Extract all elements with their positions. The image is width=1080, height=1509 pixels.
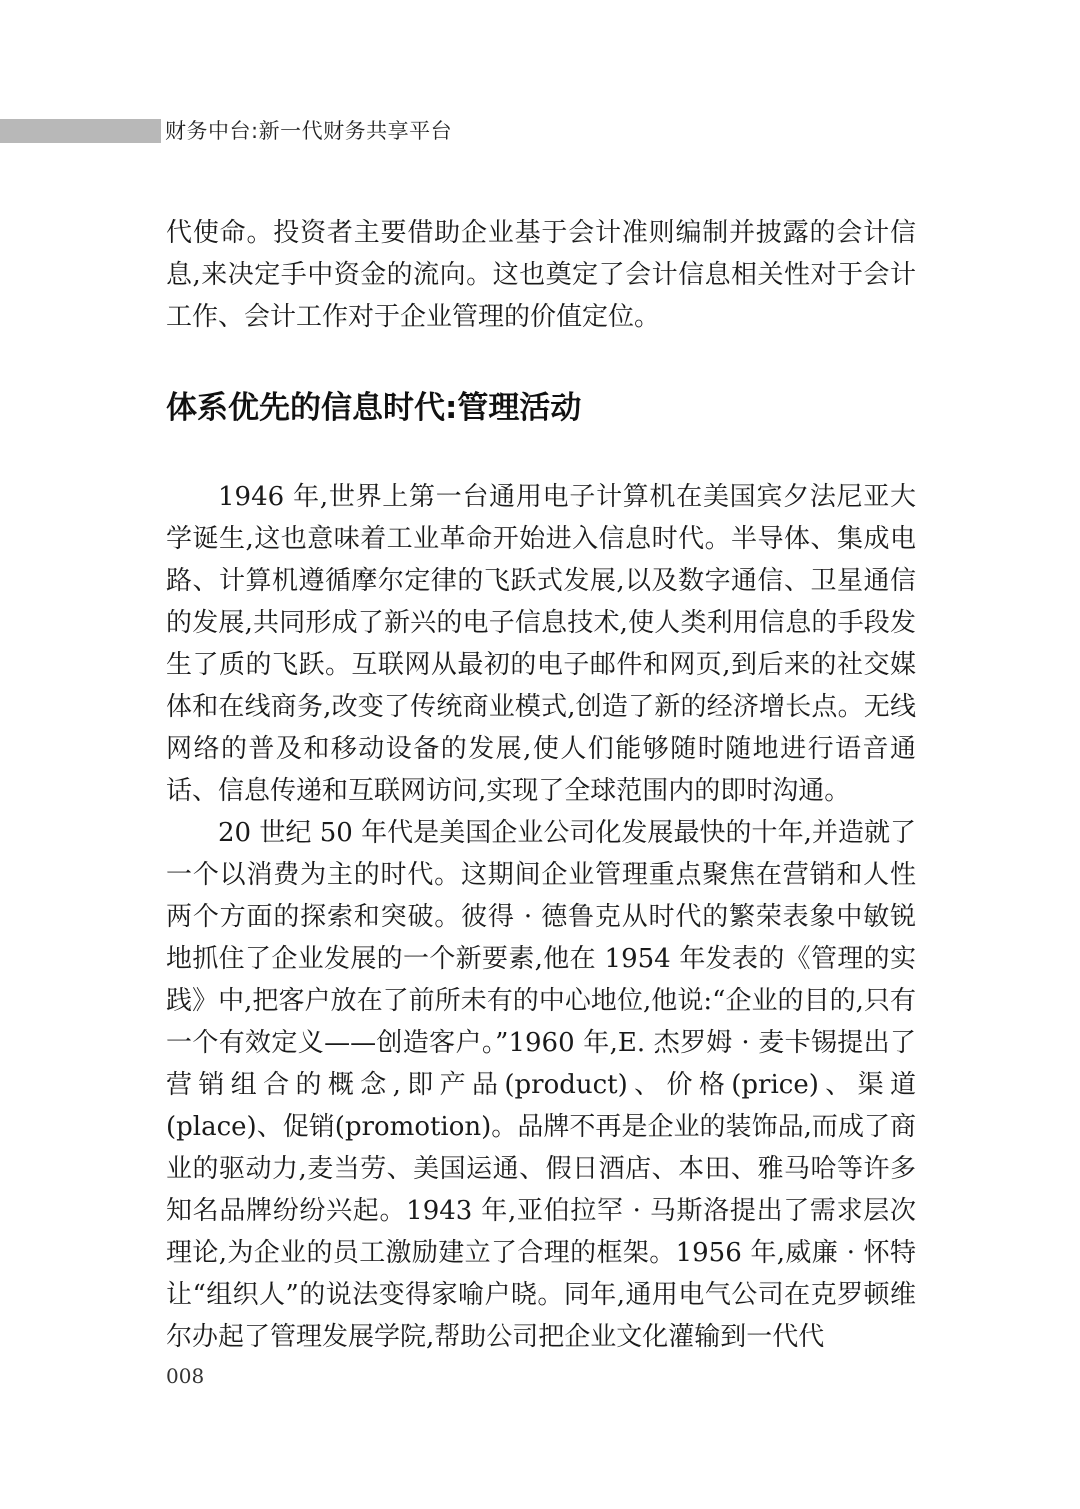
running-title: 财务中台:新一代财务共享平台 [165, 119, 453, 143]
body-paragraph-1: 1946 年,世界上第一台通用电子计算机在美国宾夕法尼亚大学诞生,这也意味着工业革命开始进入信息时代。半导体、集成电路、计算机遵循摩尔定律的飞跃式发展,以及数字通信、卫星通信的发展,共同形成了新兴的电子信息技术,使人类利用信息的手段发生了质的飞跃。互联网从最初的电子邮件和网页,到后来的社交媒体和在线商务,改变了传统商业模式,创造了新的经济增长点。无线网络的普及和移动设备的发展,使人们能够随时随地进行语音通话、信息传递和互联网访问,实现了全球范围内的即时沟通。 [166, 482, 916, 806]
page-number: 008 [166, 1364, 205, 1388]
section-body [166, 476, 916, 1358]
intro-paragraph: 代使命。投资者主要借助企业基于会计准则编制并披露的会计信息,来决定手中资金的流向。这也奠定了会计信息相关性对于会计工作、会计工作对于企业管理的价值定位。 [166, 218, 916, 332]
body-paragraph-2: 20 世纪 50 年代是美国企业公司化发展最快的十年,并造就了一个以消费为主的时代。这期间企业管理重点聚焦在营销和人性两个方面的探索和突破。彼得 · 德鲁克从时代的繁荣表象中敏锐地抓住了企业发展的一个新要素,他在 1954 年发表的《管理的实践》中,把客户放在了前所未有的中心地位,他说:“企业的目的,只有一个有效定义——创造客户。”1960 年,E. 杰罗姆 · 麦卡锡提出了营销组合的概念,即产品(product)、价格(price)、渠道(place)、促销(promotion)。品牌不再是企业的装饰品,而成了商业的驱动力,麦当劳、美国运通、假日酒店、本田、雅马哈等许多知名品牌纷纷兴起。1943 年,亚伯拉罕 · 马斯洛提出了需求层次理论,为企业的员工激励建立了合理的框架。1956 年,威廉 · 怀特让“组织人”的说法变得家喻户晓。同年,通用电气公司在克罗顿维尔办起了管理发展学院,帮助公司把企业文化灌输到一代代 [166, 818, 916, 1352]
section-heading: 体系优先的信息时代:管理活动 [166, 390, 582, 426]
running-head-bar [0, 119, 161, 143]
intro-block [166, 212, 916, 338]
